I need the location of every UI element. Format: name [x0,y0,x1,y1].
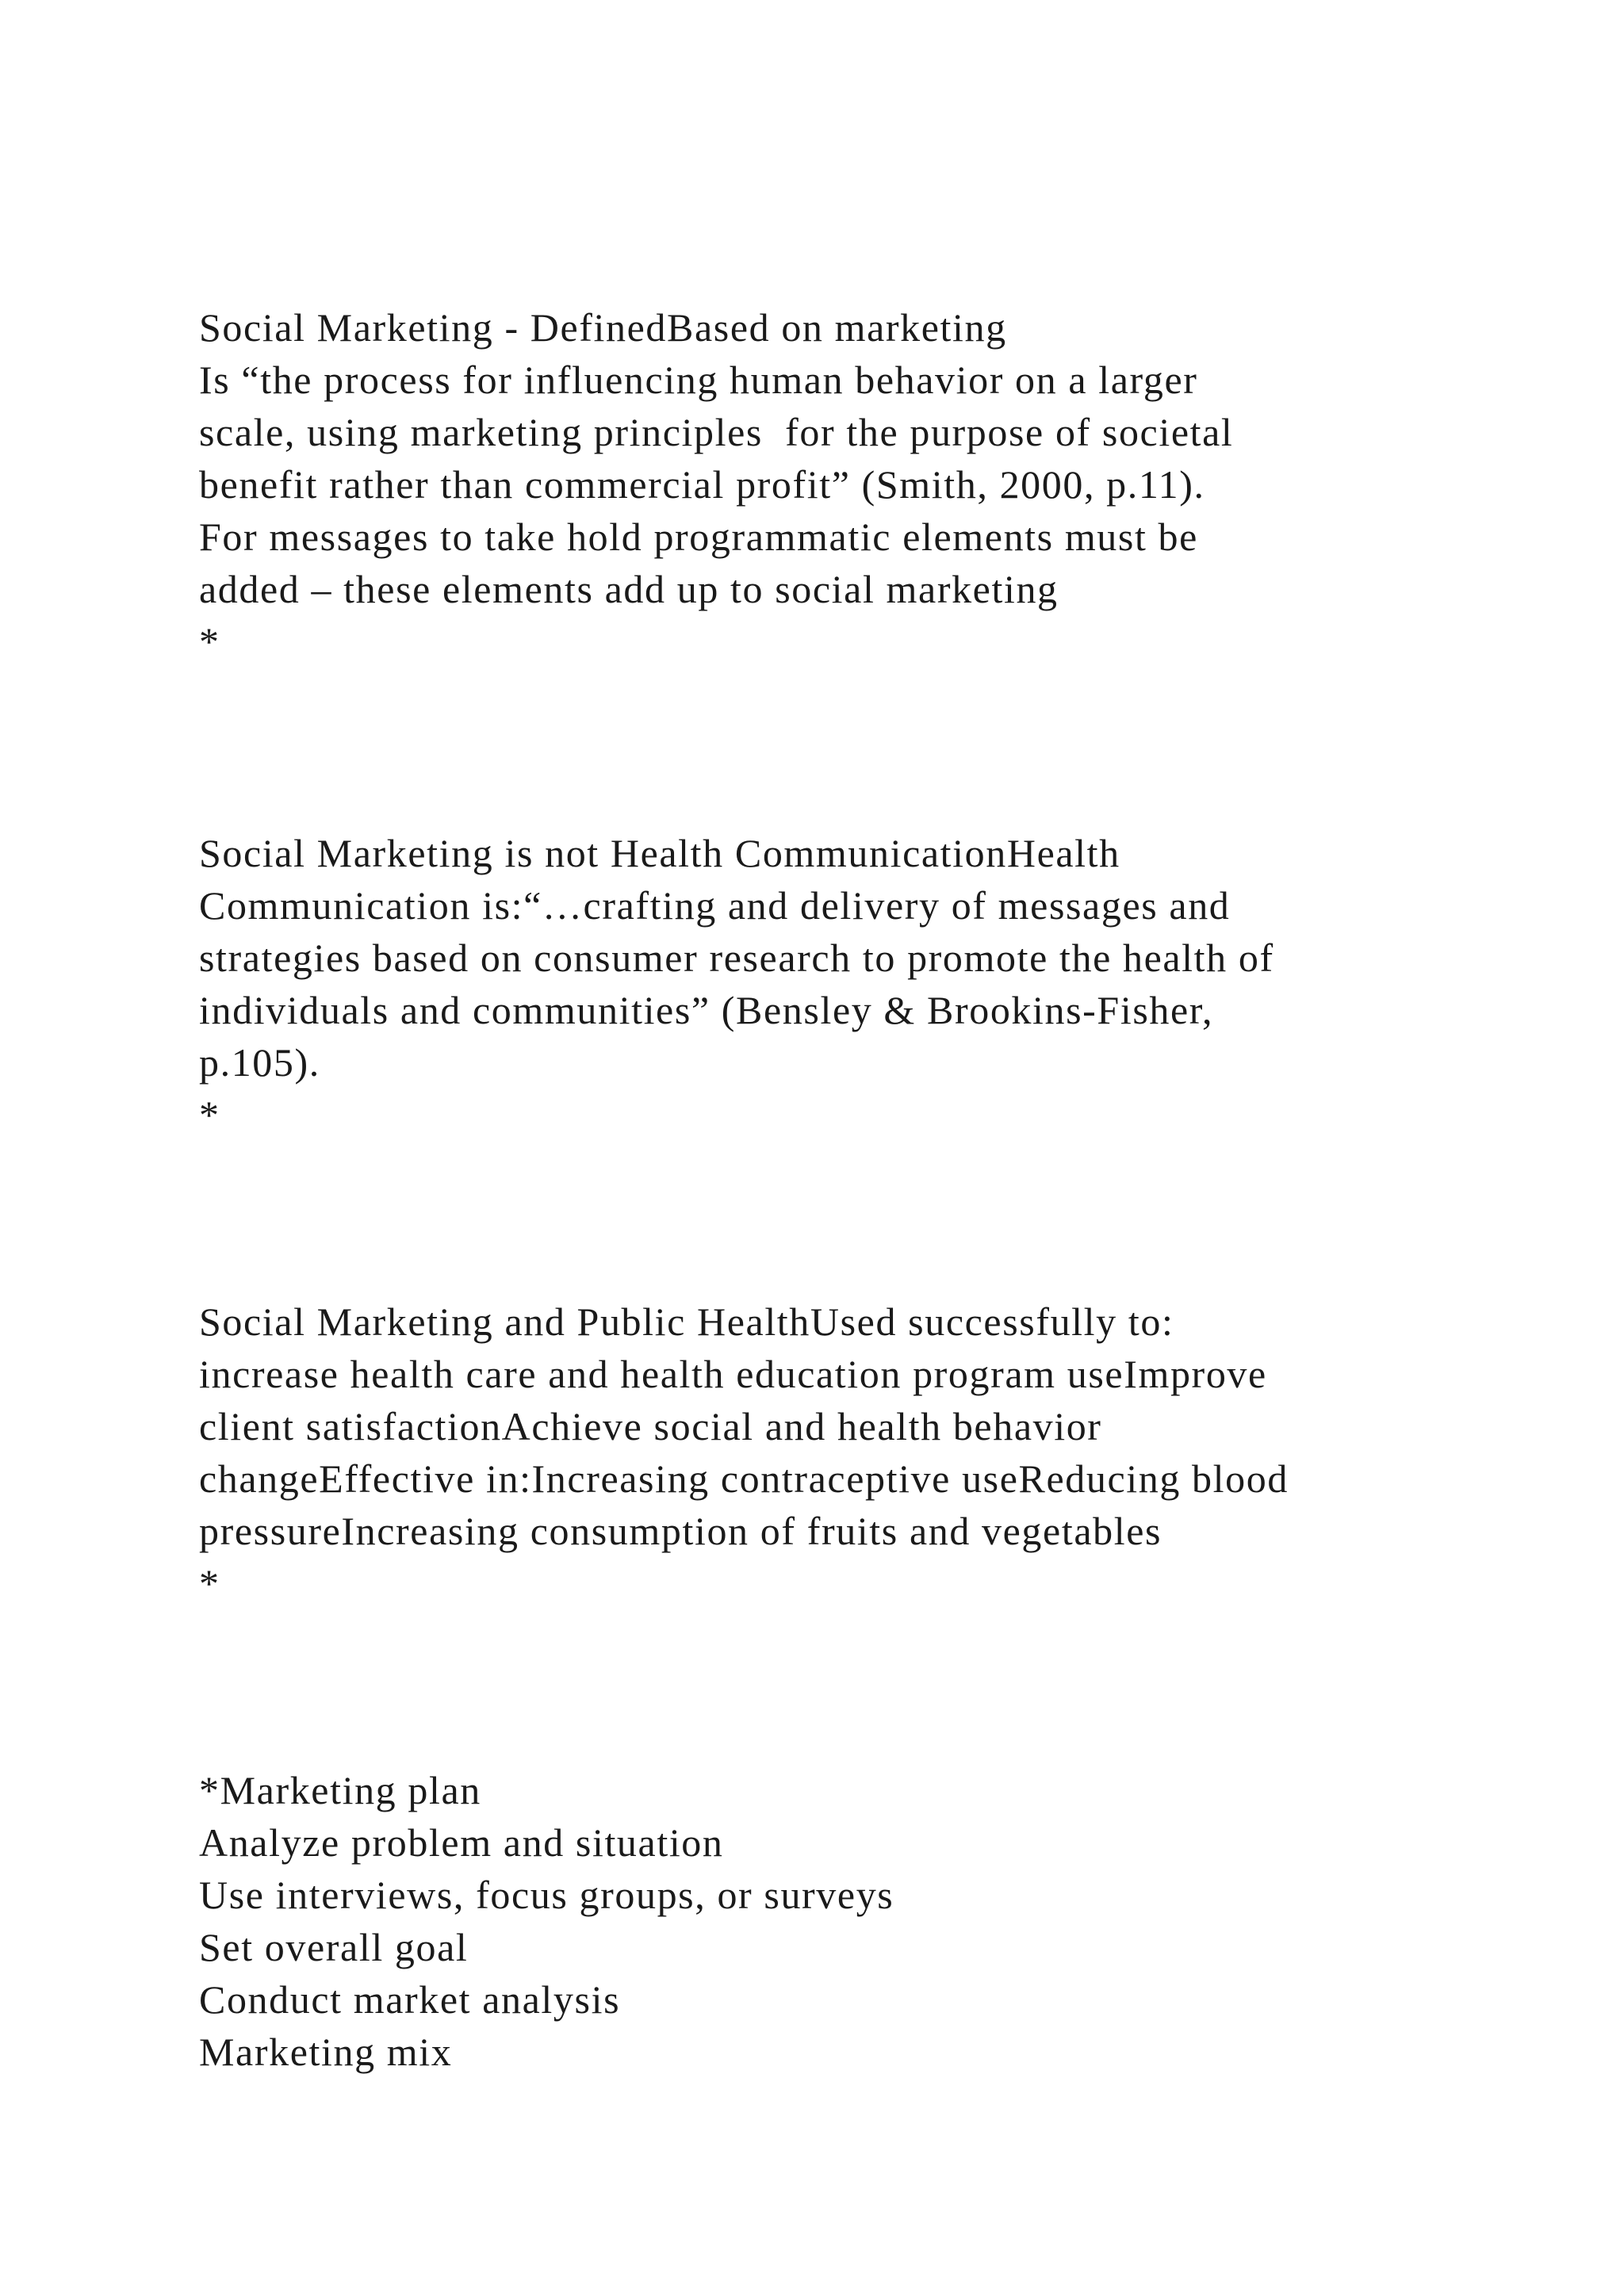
text-line: client satisfactionAchieve social and health behavior [199,1404,1102,1448]
text-line: individuals and communities” (Bensley & Brookins-Fisher, [199,988,1214,1032]
text-line: increase health care and health education program useImprove [199,1352,1267,1396]
list-item: Set overall goal [199,1925,469,1969]
section-marketing-plan [199,1764,1595,2078]
text-line: pressureIncreasing consumption of fruits and vegetables [199,1509,1162,1553]
list-item: Marketing mix [199,2030,453,2074]
text-line: Communication is:“…crafting and delivery of messages and [199,883,1231,928]
list-item: Analyze problem and situation [199,1820,724,1865]
text-line: Is “the process for influencing human behavior on a larger [199,358,1198,402]
section-social-marketing-defined [199,301,1595,668]
section-heading: *Marketing plan [199,1768,481,1812]
asterisk-marker: * [199,619,220,664]
text-line: scale, using marketing principles for the purpose of societal [199,410,1234,454]
text-line: p.105). [199,1040,320,1085]
list-item: Conduct market analysis [199,1977,621,2022]
section-heading: Social Marketing - DefinedBased on marketing [199,305,1007,350]
text-line: strategies based on consumer research to promote the health of [199,936,1274,980]
text-line: added – these elements add up to social marketing [199,567,1059,611]
text-line: benefit rather than commercial profit” (Smith, 2000, p.11). [199,462,1205,507]
list-item: Use interviews, focus groups, or surveys [199,1873,894,1917]
asterisk-marker: * [199,1561,220,1605]
section-public-health [199,1295,1595,1609]
text-line: For messages to take hold programmatic elements must be [199,515,1198,559]
section-not-health-communication [199,827,1595,1141]
section-heading: Social Marketing is not Health CommunicationHealth [199,831,1120,875]
asterisk-marker: * [199,1093,220,1137]
section-heading: Social Marketing and Public HealthUsed successfully to: [199,1299,1174,1344]
text-line: changeEffective in:Increasing contraceptive useReducing blood [199,1456,1289,1501]
